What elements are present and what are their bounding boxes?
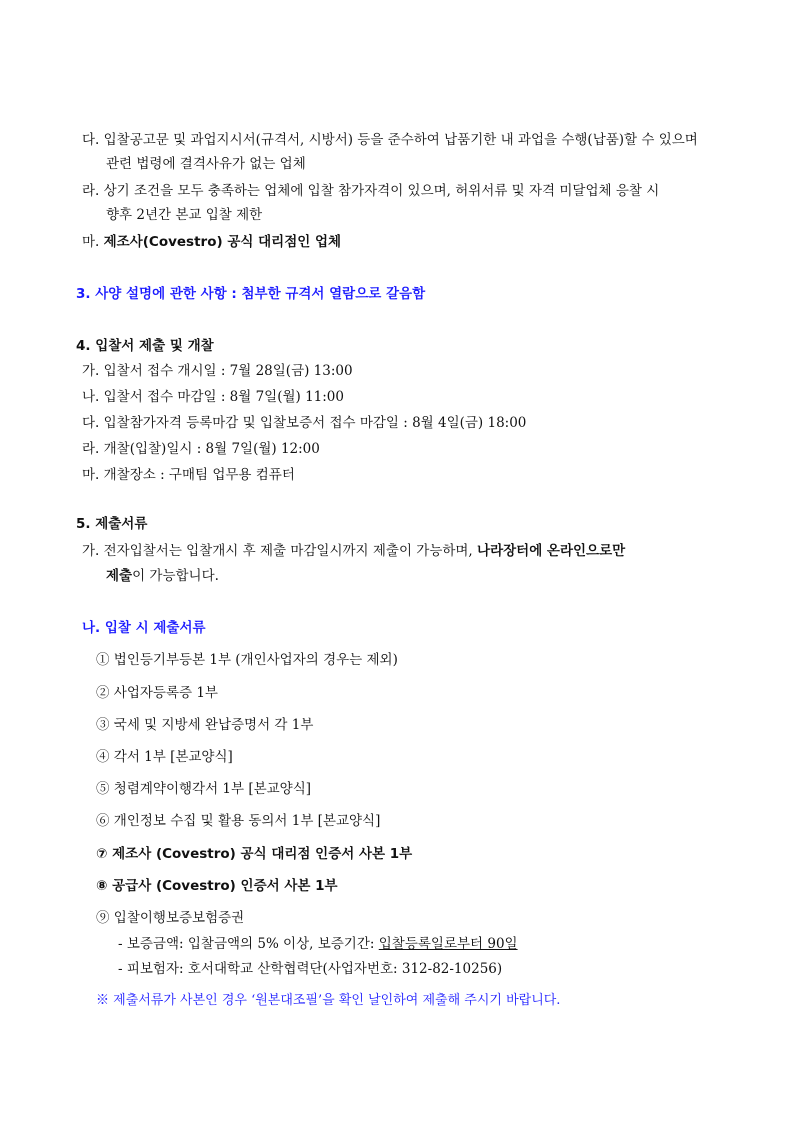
submission-ga-line1 — [82, 542, 625, 560]
condition-ma-bold: 제조사(Covestro) 공식 대리점인 업체 — [103, 234, 342, 250]
submission-ga-bold: 나라장터에 온라인으로만 — [477, 543, 626, 559]
document-item-bold: ⑧ 공급사 (Covestro) 인증서 사본 1부 — [96, 878, 338, 894]
schedule-item: 라. 개찰(입찰)일시 : 8월 7일(월) 12:00 — [82, 441, 320, 457]
copy-notice: ※ 제출서류가 사본인 경우 ‘원본대조필’을 확인 날인하여 제출해 주시기 바랍니다. — [96, 993, 561, 1008]
guarantee-detail — [118, 935, 518, 953]
document-item: ⑤ 청렴계약이행각서 1부 [본교양식] — [96, 781, 312, 797]
section3-heading: 3. 사양 설명에 관한 사항 : 첨부한 규격서 열람으로 갈음함 — [76, 286, 426, 302]
schedule-item: 마. 개찰장소 : 구매팀 업무용 컴퓨터 — [82, 467, 295, 483]
document-item: ④ 각서 1부 [본교양식] — [96, 749, 233, 765]
condition-da-line1: 다. 입찰공고문 및 과업지시서(규격서, 시방서) 등을 준수하여 납품기한 내 과업을 수행(납품)할 수 있으며 — [82, 132, 698, 148]
condition-ra-line2: 향후 2년간 본교 입찰 제한 — [106, 207, 263, 223]
condition-ma — [82, 233, 341, 251]
document-item: ⑨ 입찰이행보증보험증권 — [96, 910, 245, 926]
section4-heading: 4. 입찰서 제출 및 개찰 — [76, 338, 214, 354]
schedule-item: 가. 입찰서 접수 개시일 : 7월 28일(금) 13:00 — [82, 363, 353, 379]
document-item: ② 사업자등록증 1부 — [96, 685, 218, 701]
document-item: ⑥ 개인정보 수집 및 활용 동의서 1부 [본교양식] — [96, 813, 381, 829]
insured-detail: - 피보험자: 호서대학교 산학협력단(사업자번호: 312-82-10256) — [118, 961, 503, 977]
document-item: ① 법인등기부등본 1부 (개인사업자의 경우는 제외) — [96, 652, 398, 668]
condition-ma-prefix: 마. — [82, 234, 104, 250]
guarantee-period: 입찰등록일로부터 90일 — [378, 936, 518, 952]
schedule-item: 나. 입찰서 접수 마감일 : 8월 7일(월) 11:00 — [82, 389, 344, 405]
document-item-bold: ⑦ 제조사 (Covestro) 공식 대리점 인증서 사본 1부 — [96, 846, 413, 862]
condition-ra-line1: 라. 상기 조건을 모두 충족하는 업체에 입찰 참가자격이 있으며, 허위서류 및 자격 미달업체 응찰 시 — [82, 183, 660, 199]
submission-docs-heading: 나. 입찰 시 제출서류 — [82, 620, 206, 636]
submission-ga-line2 — [106, 567, 219, 585]
submission-ga-prefix: 가. 전자입찰서는 입찰개시 후 제출 마감일시까지 제출이 가능하며, — [82, 543, 478, 559]
document-item: ③ 국세 및 지방세 완납증명서 각 1부 — [96, 717, 314, 733]
submission-ga-line2-rest: 이 가능합니다. — [132, 568, 219, 584]
submission-ga-line2-bold: 제출 — [106, 568, 133, 584]
condition-da-line2: 관련 법령에 결격사유가 없는 업체 — [106, 156, 306, 172]
section5-heading: 5. 제출서류 — [76, 516, 148, 532]
guarantee-amount: - 보증금액: 입찰금액의 5% 이상, 보증기간: — [118, 936, 379, 952]
schedule-item: 다. 입찰참가자격 등록마감 및 입찰보증서 접수 마감일 : 8월 4일(금) 18:00 — [82, 415, 527, 431]
